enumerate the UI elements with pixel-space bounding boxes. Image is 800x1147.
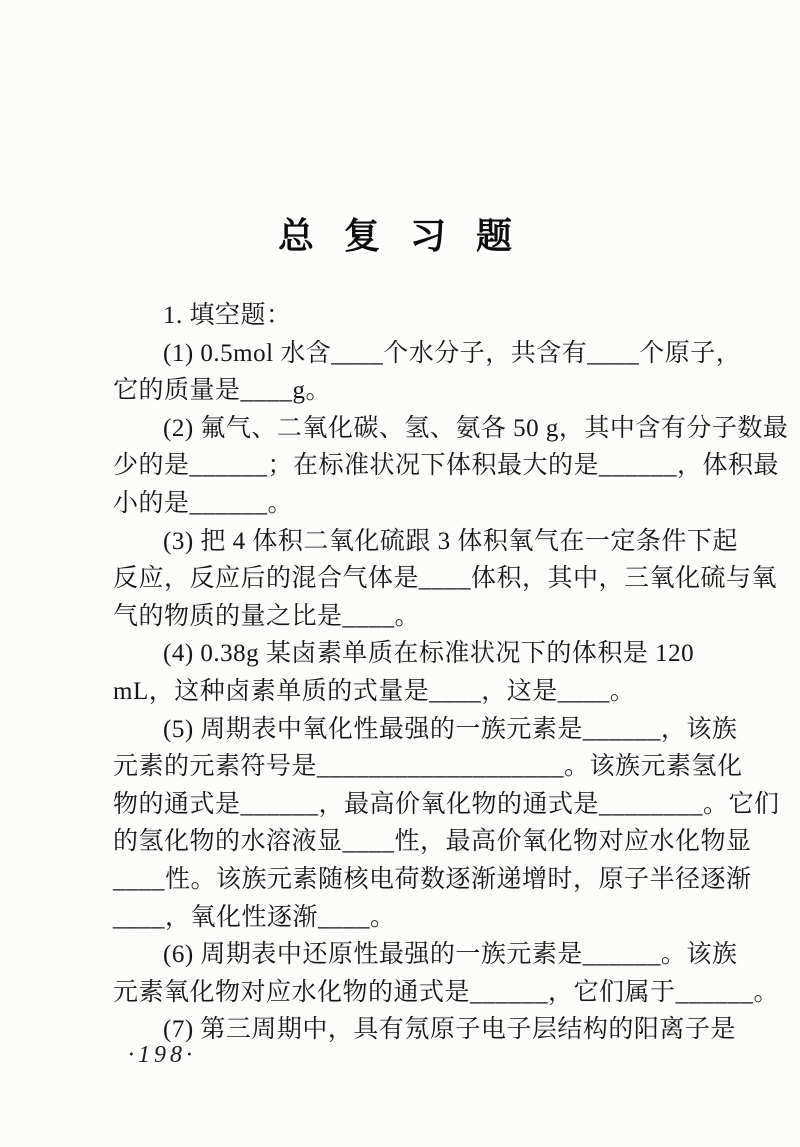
text-line: 它的质量是____g。 — [113, 377, 332, 405]
text-line: (6) 周期表中还原性最强的一族元素是______。该族 — [163, 941, 738, 969]
text-line: 物的通式是______，最高价氧化物的通式是________。它们 — [113, 790, 780, 818]
text-line: 少的是______；在标准状况下体积最大的是______，体积最 — [113, 452, 780, 480]
question-text-block — [113, 297, 789, 1049]
text-line: (3) 把 4 体积二氧化硫跟 3 体积氧气在一定条件下起 — [163, 527, 738, 555]
text-line: 元素的元素符号是___________________。该族元素氢化 — [113, 753, 743, 781]
text-line: 元素氧化物对应水化物的通式是______，它们属于______。 — [113, 978, 780, 1006]
text-line: (5) 周期表中氧化性最强的一族元素是______，该族 — [163, 715, 738, 743]
text-line: (1) 0.5mol 水含____个水分子，共含有____个原子， — [163, 339, 742, 367]
page-title: 总 复 习 题 — [277, 215, 522, 256]
text-line: 反应，反应后的混合气体是____体积，其中，三氧化硫与氧 — [113, 565, 778, 593]
text-line: 1. 填空题： — [163, 302, 292, 329]
text-line: ____性。该族元素随核电荷数逐渐递增时，原子半径逐渐 — [113, 865, 752, 893]
text-line: mL，这种卤素单质的式量是____，这是____。 — [113, 677, 636, 705]
page-number: ·198· — [128, 1042, 196, 1068]
text-line: 的氢化物的水溶液显____性，最高价氧化物对应水化物显 — [113, 828, 752, 856]
text-line: 小的是______。 — [113, 489, 294, 517]
text-line: (7) 第三周期中，具有氖原子电子层结构的阳离子是 — [163, 1016, 736, 1044]
text-line: ____，氧化性逐渐____。 — [113, 903, 396, 931]
text-line: (4) 0.38g 某卤素单质在标准状况下的体积是 120 — [163, 640, 695, 668]
text-line: (2) 氟气、二氧化碳、氢、氨各 50 g，其中含有分子数最 — [163, 414, 789, 442]
text-line: 气的物质的量之比是____。 — [113, 602, 421, 630]
